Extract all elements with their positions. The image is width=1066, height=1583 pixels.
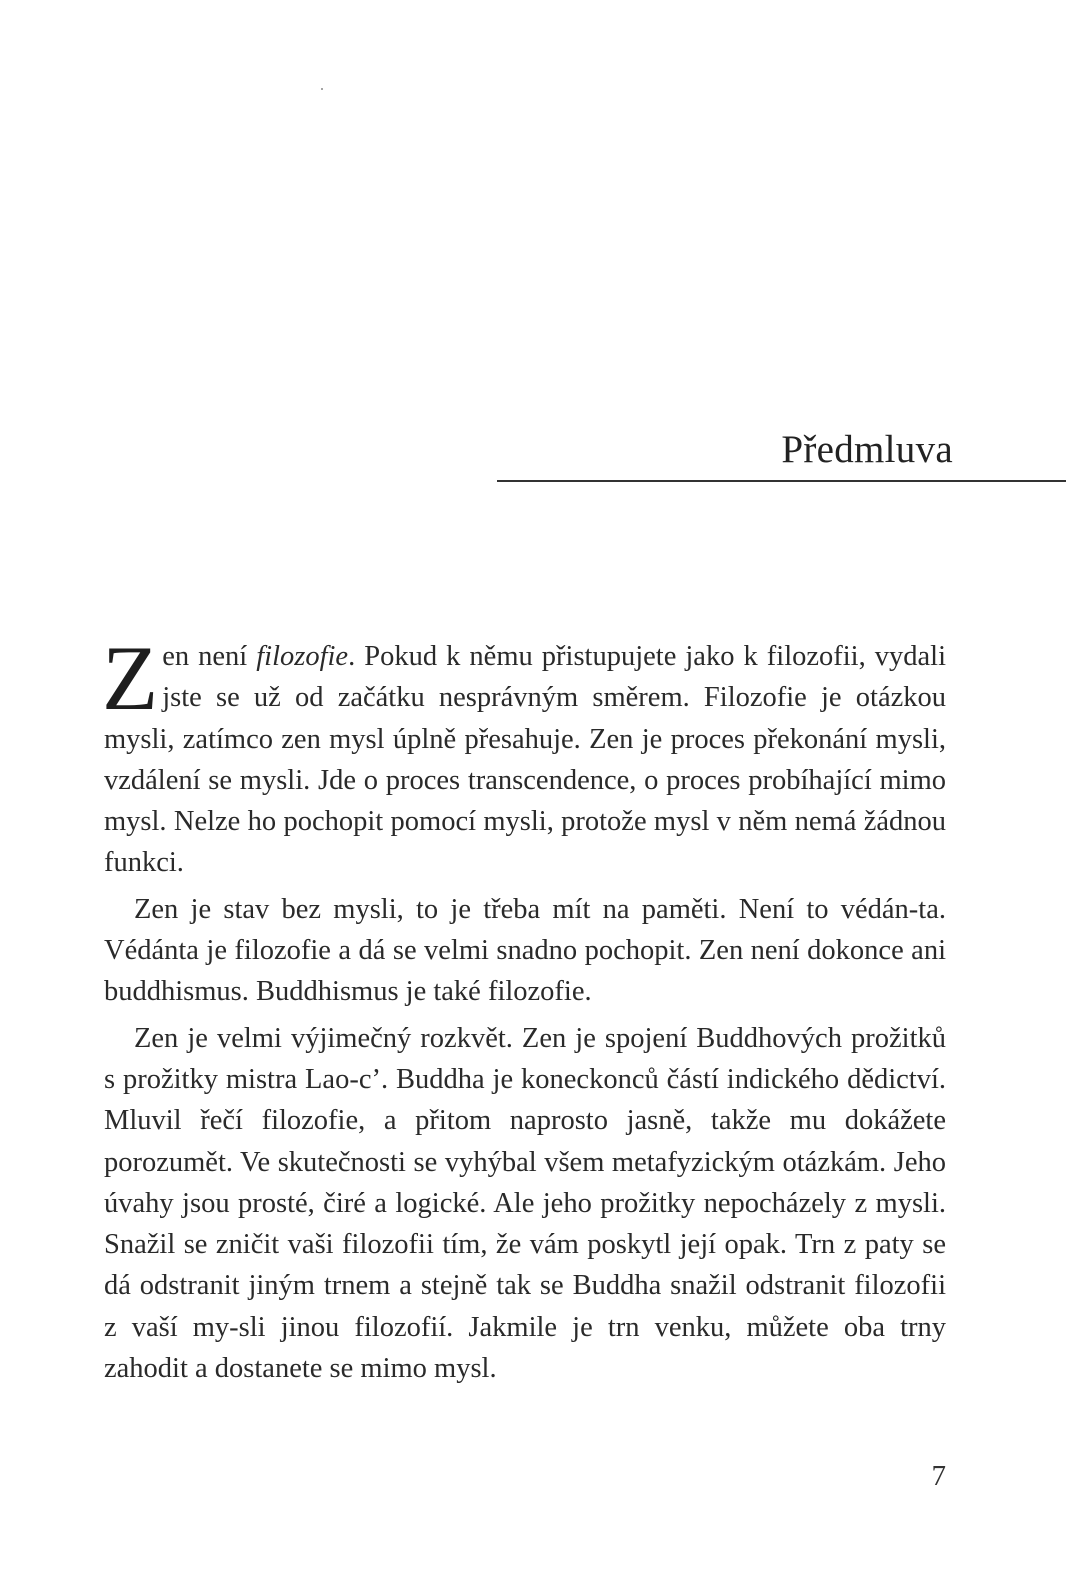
paragraph-1-lead: en není (162, 641, 257, 672)
body-text (102, 627, 946, 1389)
paragraph-1-emphasis: filozofie (256, 641, 349, 672)
drop-cap: Z (102, 627, 159, 729)
page-number: 7 (931, 1460, 946, 1492)
paragraph-1 (102, 627, 946, 884)
paragraph-3: Zen je velmi výjimečný rozkvět. Zen je spojení Buddhových prožitků s prožitky mistra Lao-c’. Buddha je koneckonců částí indického dědictví. Mluvil řečí filozofie, a přitom naprosto jasně, takže mu dokážete porozumět. Ve skutečnosti se vyhýbal všem metafyzickým otázkám. Jeho úvahy jsou prosté, čiré a logické. Ale jeho prožitky nepocházely z mysli. Snažil se zničit vaši filozofii tím, že vám poskytl její opak. Trn z paty se dá odstranit jiným trnem a stejně tak se Buddha snažil odstranit filozofii z vaší my-sli jinou filozofií. Jakmile je trn venku, můžete oba trny zahodit a dostanete se mimo mysl. (104, 1022, 946, 1385)
paragraph-2: Zen je stav bez mysli, to je třeba mít na paměti. Není to védán-ta. Védánta je filozofie a dá se velmi snadno pochopit. Zen není dokonce ani buddhismus. Buddhismus je také filozofie. (104, 893, 946, 1008)
scan-speck (321, 88, 323, 90)
paragraph-1-rest: . Pokud k němu přistupujete jako k filozofii, vydali jste se už od začátku nesprávným směrem. Filozofie je otázkou mysli, zatímco zen mysl úplně přesahuje. Zen je proces překonání mysli, vzdálení se mysli. Jde o proces transcendence, o proces probíhající mimo mysl. Nelze ho pochopit pomocí mysli, protože mysl v něm nemá žádnou funkci. (104, 641, 946, 879)
chapter-title: Předmluva (781, 428, 953, 471)
title-underline (497, 480, 1066, 482)
